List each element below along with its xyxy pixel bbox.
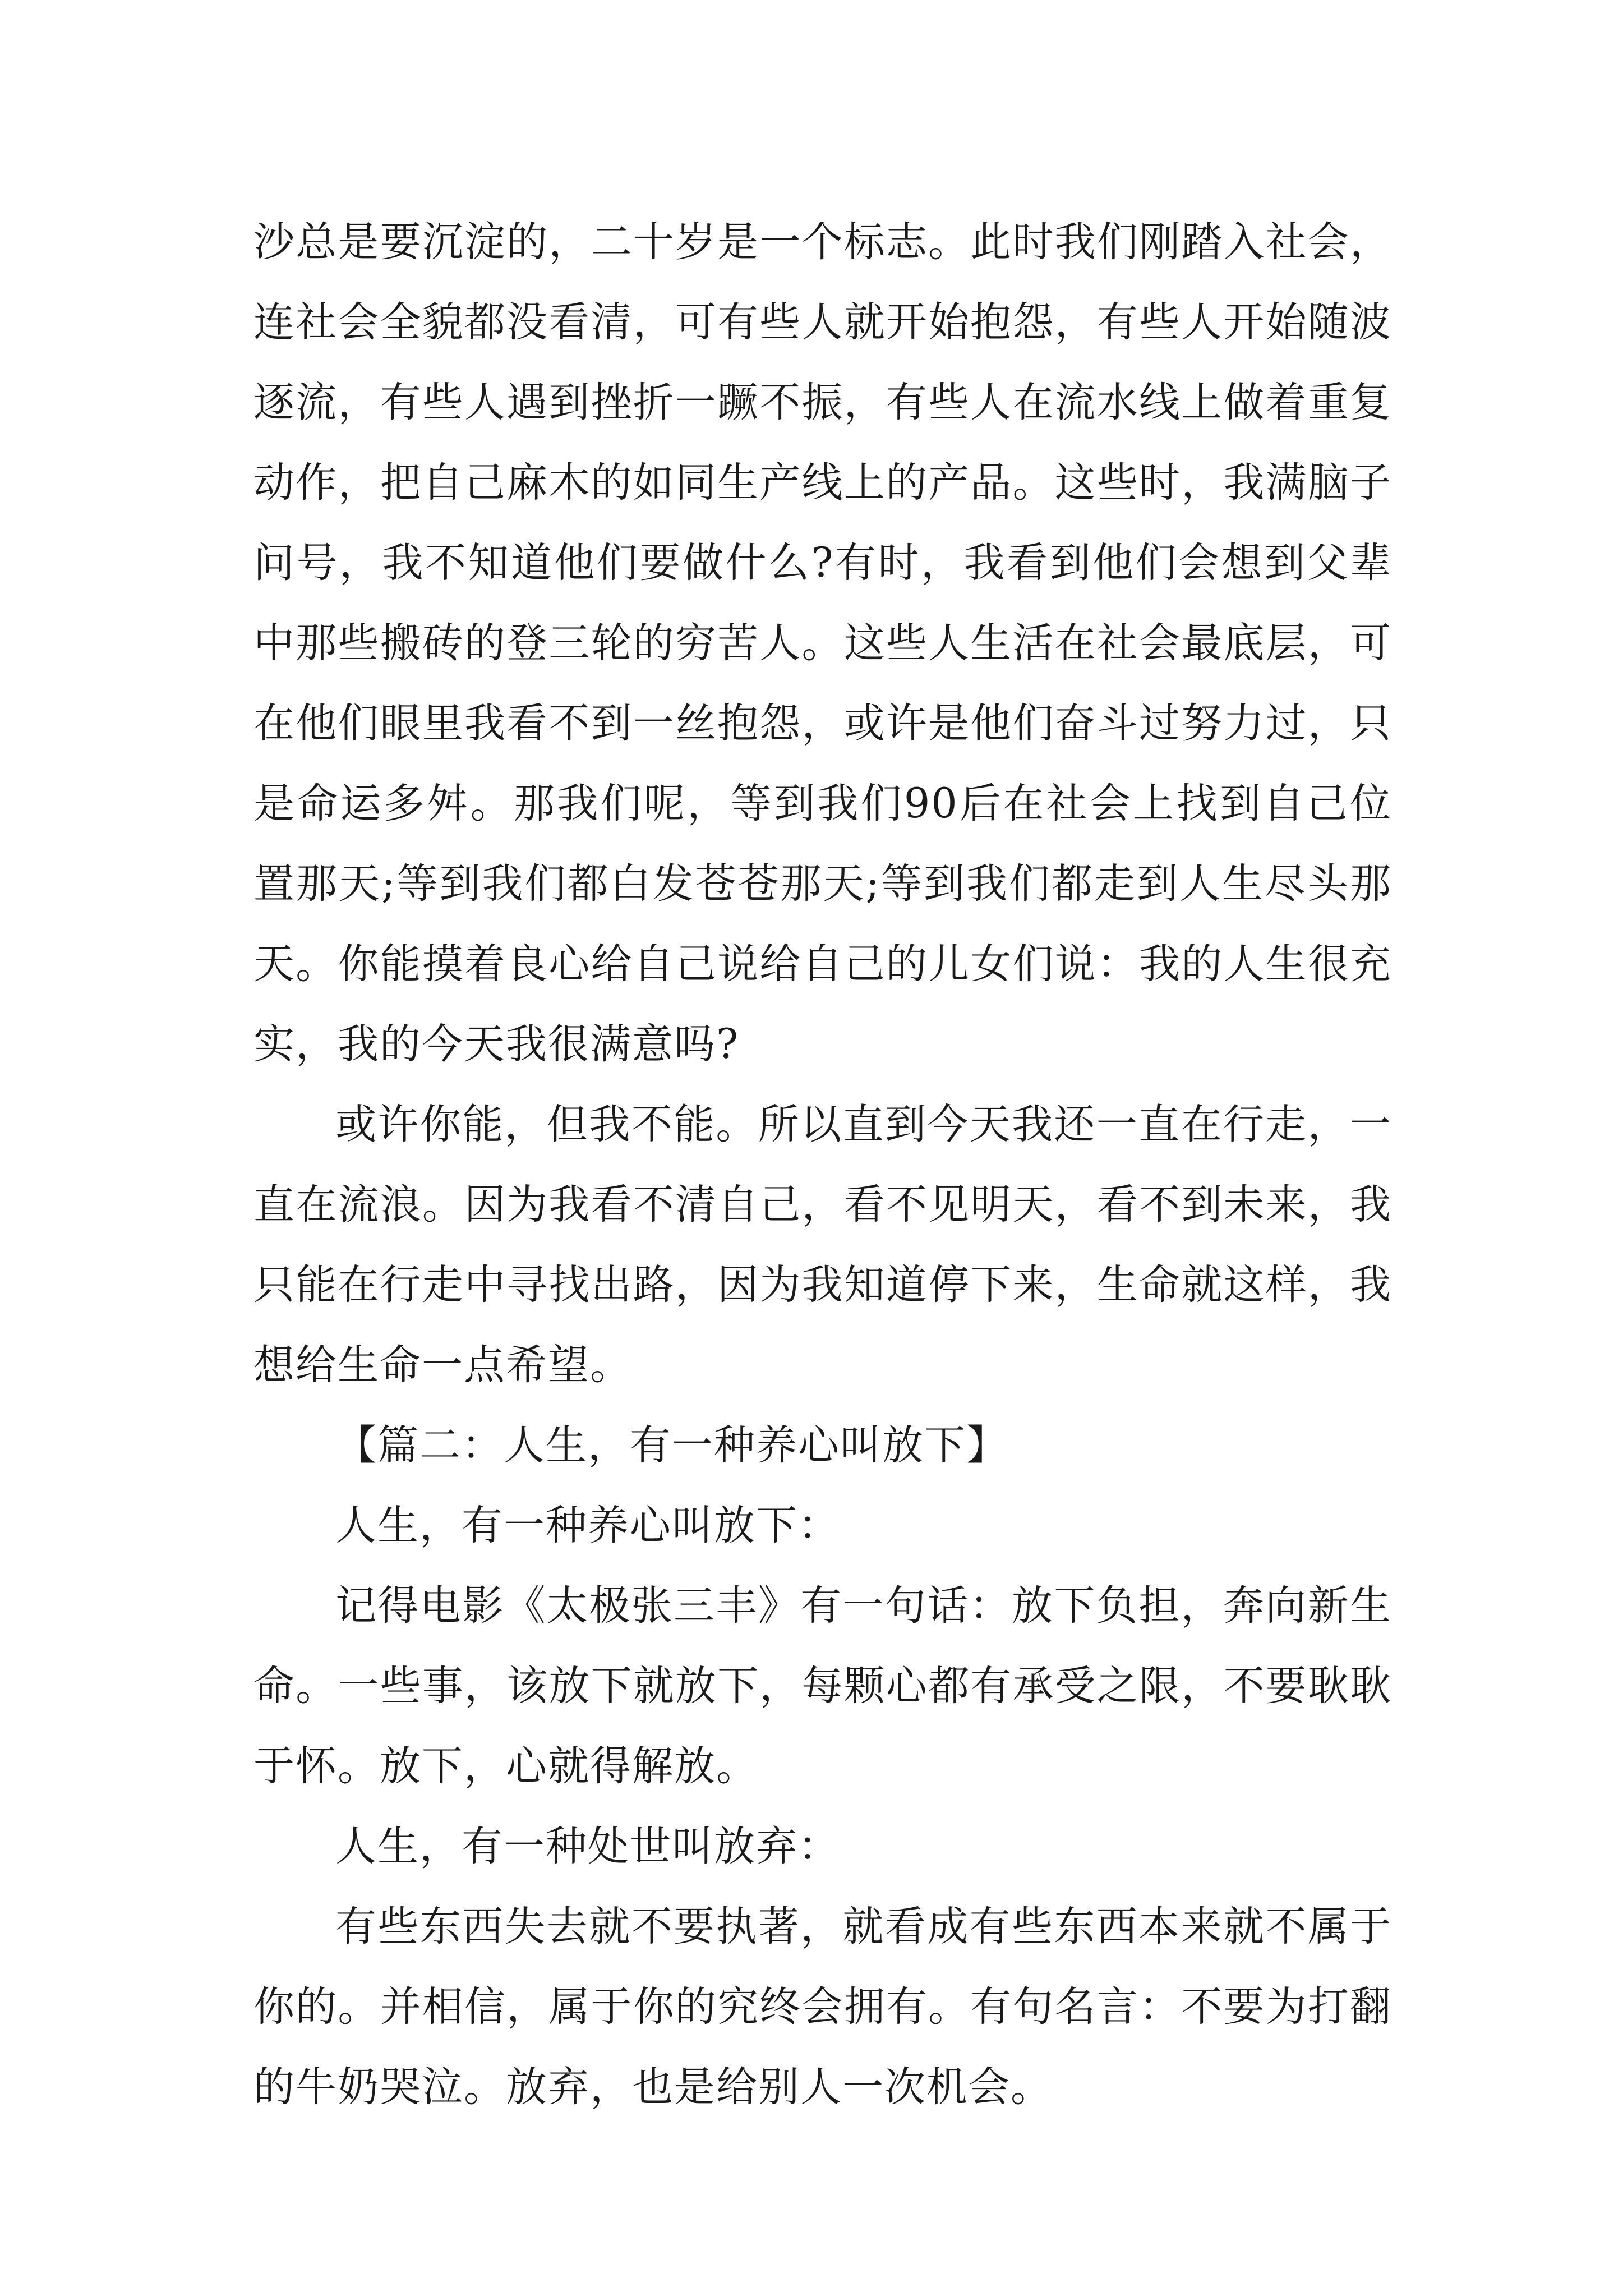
paragraph-continuation: 沙总是要沉淀的，二十岁是一个标志。此时我们刚踏入社会，连社会全貌都没看清，可有些人就开始抱怨，有些人开始随波逐流，有些人遇到挫折一蹶不振，有些人在流水线上做着重复动作，把自己麻木的如同生产线上的产品。这些时，我满脑子问号，我不知道他们要做什么?有时，我看到他们会想到父辈中那些搬砖的登三轮的穷苦人。这些人生活在社会最底层，可在他们眼里我看不到一丝抱怨，或许是他们奋斗过努力过，只是命运多舛。那我们呢，等到我们90后在社会上找到自己位置那天;等到我们都白发苍苍那天;等到我们都走到人生尽头那天。你能摸着良心给自己说给自己的儿女们说：我的人生很充实，我的今天我很满意吗? — [253, 218, 1392, 1068]
section-heading: 【篇二：人生，有一种养心叫放下】 — [335, 1421, 1008, 1469]
paragraph-give-up-title: 人生，有一种处世叫放弃： — [335, 1823, 840, 1870]
paragraph-let-go-body: 记得电影《太极张三丰》有一句话：放下负担，奔向新生命。一些事，该放下就放下，每颗心都有承受之限，不要耿耿于怀。放下，心就得解放。 — [253, 1582, 1392, 1790]
paragraph-walking: 或许你能，但我不能。所以直到今天我还一直在行走，一直在流浪。因为我看不清自己，看不见明天，看不到未来，我只能在行走中寻找出路，因为我知道停下来，生命就这样，我想给生命一点希望。 — [253, 1101, 1392, 1389]
paragraph-let-go-title: 人生，有一种养心叫放下： — [335, 1502, 840, 1549]
body-text — [253, 202, 1392, 2127]
paragraph-give-up-body: 有些东西失去就不要执著，就看成有些东西本来就不属于你的。并相信，属于你的究终会拥有。有句名言：不要为打翻的牛奶哭泣。放弃，也是给别人一次机会。 — [253, 1903, 1392, 2111]
